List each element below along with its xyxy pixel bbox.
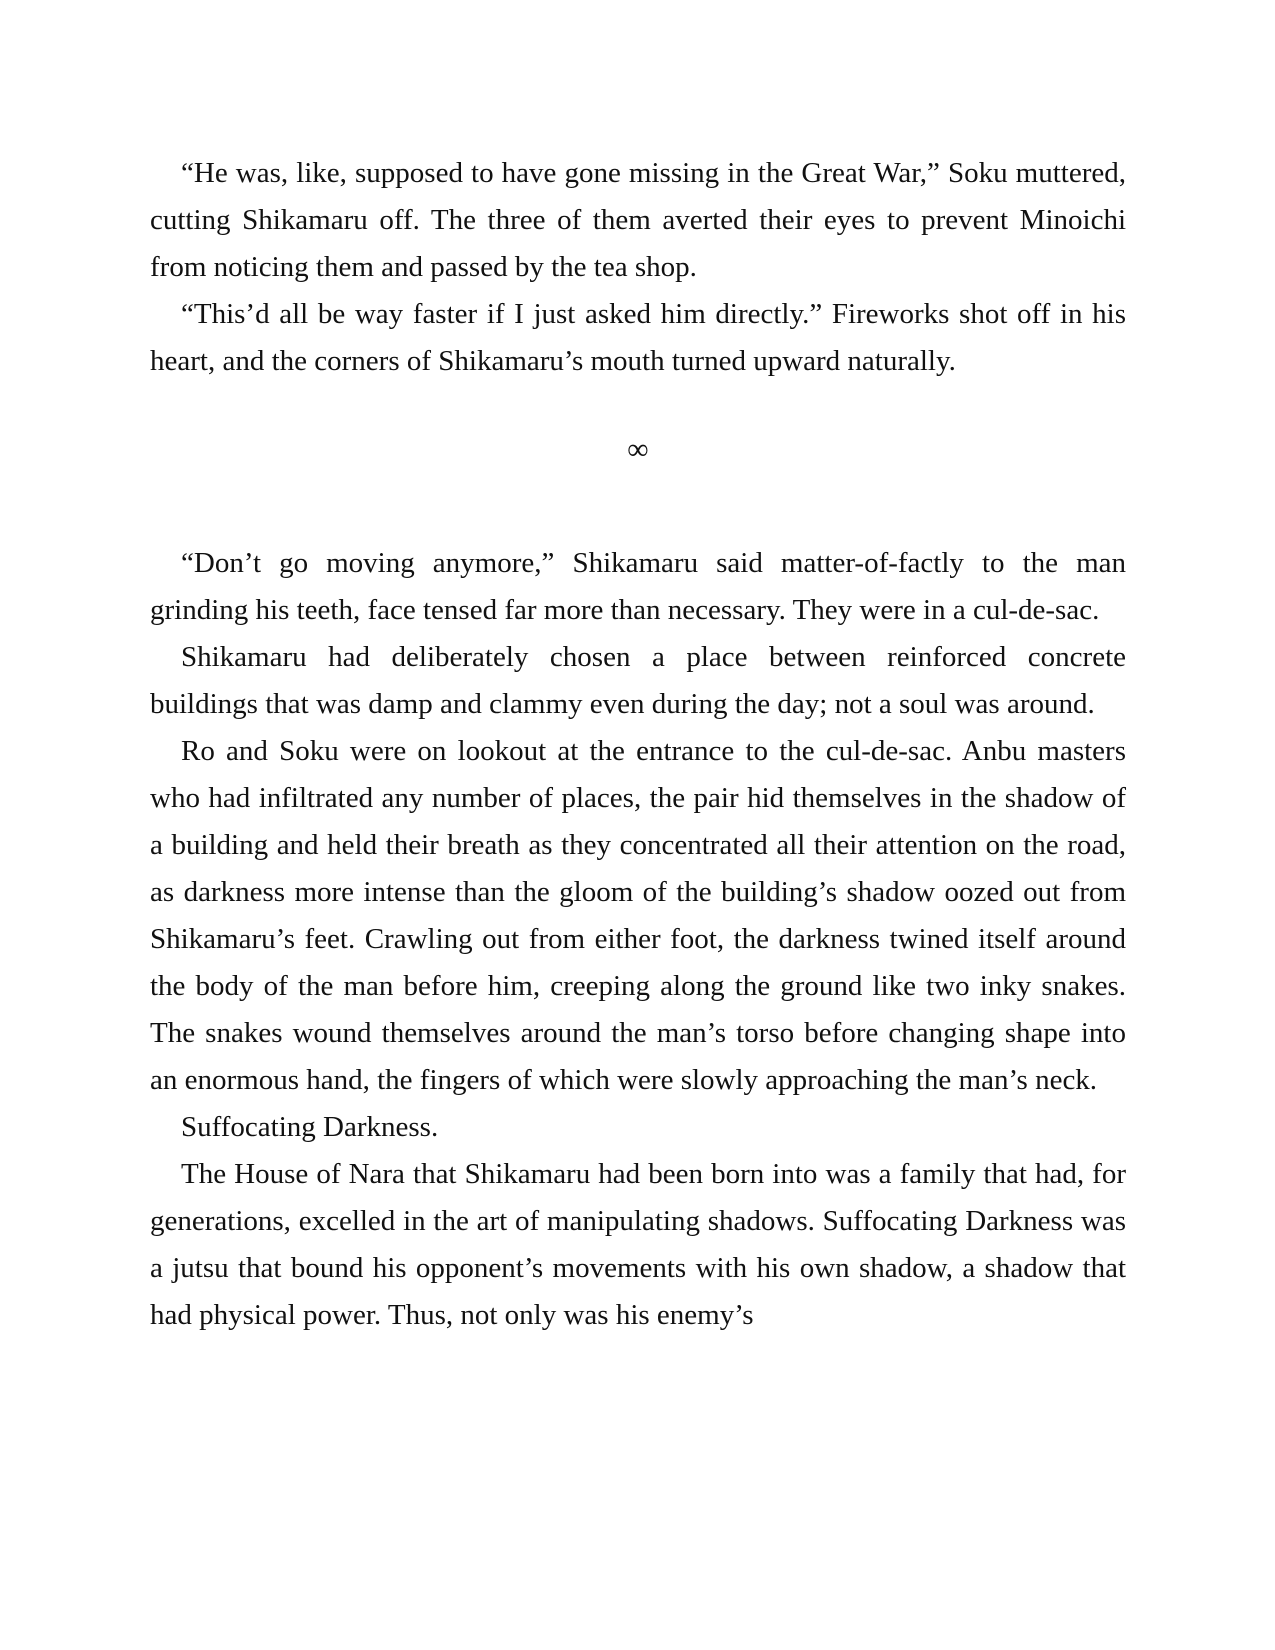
book-page	[150, 150, 1126, 1339]
section-break-infinity-icon: ∞	[627, 433, 649, 466]
paragraph: “He was, like, supposed to have gone missing in the Great War,” Soku muttered, cutting Shikamaru off. The three of them averted their eyes to prevent Minoichi from noticing them and passed by the tea shop.	[150, 157, 1126, 283]
paragraph: Ro and Soku were on lookout at the entrance to the cul-de-sac. Anbu masters who had infiltrated any number of places, the pair hid themselves in the shadow of a building and held their breath as they concentrated all their attention on the road, as darkness more intense than the gloom of the building’s shadow oozed out from Shikamaru’s feet. Crawling out from either foot, the darkness twined itself around the body of the man before him, creeping along the ground like two inky snakes. The snakes wound themselves around the man’s torso before changing shape into an enormous hand, the fingers of which were slowly approaching the man’s neck.	[150, 735, 1126, 1096]
paragraph: The House of Nara that Shikamaru had been born into was a family that had, for generations, excelled in the art of manipulating shadows. Suffocating Darkness was a jutsu that bound his opponent’s movements with his own shadow, a shadow that had physical power. Thus, not only was his enemy’s	[150, 1158, 1126, 1331]
paragraph: “Don’t go moving anymore,” Shikamaru said matter-of-factly to the man grinding his teeth, face tensed far more than necessary. They were in a cul-de-sac.	[150, 547, 1126, 626]
paragraph: Suffocating Darkness.	[181, 1111, 439, 1143]
paragraph: Shikamaru had deliberately chosen a place between reinforced concrete buildings that was damp and clammy even during the day; not a soul was around.	[150, 641, 1126, 720]
paragraph: “This’d all be way faster if I just asked him directly.” Fireworks shot off in his heart, and the corners of Shikamaru’s mouth turned upward naturally.	[150, 298, 1126, 377]
